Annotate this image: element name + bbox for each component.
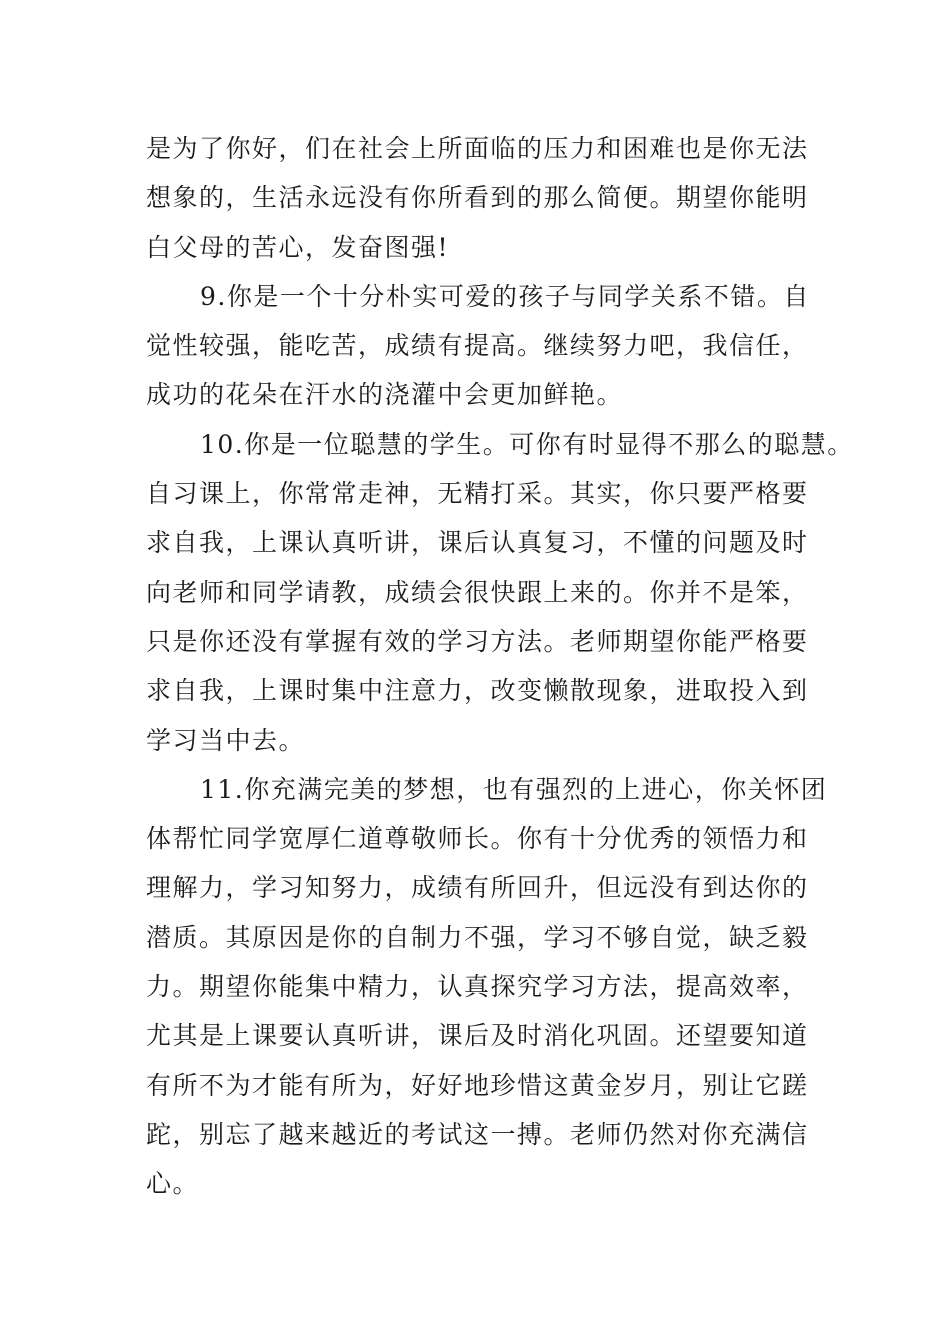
text-line: 心。 (146, 1169, 200, 1199)
text-line: 自习课上，你常常走神，无精打采。其实，你只要严格要 (146, 479, 809, 509)
text-line: 白父母的苦心，发奋图强! (146, 232, 450, 262)
text-line: 求自我，上课时集中注意力，改变懒散现象，进取投入到 (146, 676, 809, 706)
text-line: 觉性较强，能吃苦，成绩有提高。继续努力吧，我信任， (146, 331, 809, 361)
document-body (146, 124, 854, 1209)
text-line: 是为了你好，们在社会上所面临的压力和困难也是你无法 (146, 134, 809, 163)
text-line: 跎，别忘了越来越近的考试这一搏。老师仍然对你充满信 (146, 1119, 809, 1149)
text-line: 想象的，生活永远没有你所看到的那么简便。期望你能明 (146, 183, 809, 213)
text-line: 向老师和同学请教，成绩会很快跟上来的。你并不是笨， (146, 577, 809, 607)
text-line: 体帮忙同学宽厚仁道尊敬师长。你有十分优秀的领悟力和 (146, 824, 809, 854)
text-line: 潜质。其原因是你的自制力不强，学习不够自觉，缺乏毅 (146, 922, 809, 952)
text-line: 学习当中去。 (146, 725, 306, 755)
paragraph-10-start: 10.你是一位聪慧的学生。可你有时显得不那么的聪慧。 (200, 429, 854, 459)
text-line: 有所不为才能有所为，好好地珍惜这黄金岁月，别让它蹉 (146, 1070, 809, 1100)
text-line: 尤其是上课要认真听讲，课后及时消化巩固。还望要知道 (146, 1021, 809, 1051)
text-line: 力。期望你能集中精力，认真探究学习方法，提高效率， (146, 972, 809, 1002)
text-line: 理解力，学习知努力，成绩有所回升，但远没有到达你的 (146, 873, 809, 903)
paragraph-11-start: 11.你充满完美的梦想，也有强烈的上进心，你关怀团 (200, 774, 828, 804)
paragraph-9-start: 9.你是一个十分朴实可爱的孩子与同学关系不错。自 (200, 281, 810, 311)
text-line: 只是你还没有掌握有效的学习方法。老师期望你能严格要 (146, 626, 809, 656)
text-line: 求自我，上课认真听讲，课后认真复习，不懂的问题及时 (146, 528, 809, 558)
text-line: 成功的花朵在汗水的浇灌中会更加鲜艳。 (146, 380, 624, 410)
